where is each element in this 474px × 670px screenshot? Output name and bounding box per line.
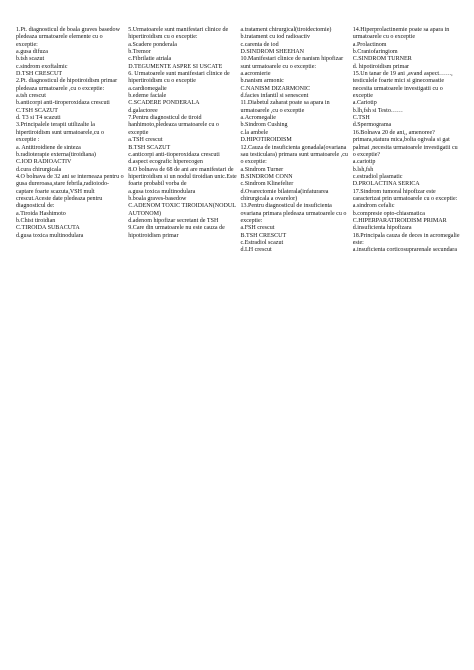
text-line: 18.Principala cauza de deces in acromegalie este: — [352, 232, 460, 246]
text-line: a.TSH crescut — [128, 137, 163, 144]
text-line: a.insuficienta corticosuprarenale secundara — [352, 247, 458, 254]
text-line: b.nanism armonic — [240, 78, 284, 85]
text-line: C.TSH — [352, 115, 370, 122]
text-line: d.galactoree — [128, 107, 158, 114]
text-line: C.SCADERE PONDERALA — [128, 100, 200, 107]
text-line: a.cariotip — [352, 159, 376, 166]
text-line: d.insuficienta hipofizara — [352, 225, 412, 232]
text-line: C.SINDROM TURNER — [352, 56, 412, 63]
text-line: D.PROLACTINA SERICA — [352, 181, 420, 188]
text-line: c.sindrom exoftalmic — [16, 63, 68, 70]
text-line: C.NANISM DIZARMONIC — [240, 85, 311, 92]
text-line: B.TSH SCAZUT — [128, 144, 171, 151]
text-line: 3.Principalele terapii utilizalte la hipertiroidism sunt urmatoarele,cu o exceptie : — [16, 122, 104, 144]
text-line: D.TEGUMENTE ASPRE SI USCATE — [128, 63, 223, 70]
text-line: a.tsh crescut — [16, 93, 46, 100]
column-3 — [241, 27, 350, 255]
text-line: b.radioterapie externa(tiroidiana) — [16, 151, 96, 158]
text-line: b.tratament cu iod radioactiv — [240, 34, 311, 41]
text-line: b.Sindrom Cushing — [240, 122, 288, 129]
text-line: B.TSH CRESCUT — [240, 232, 287, 239]
text-line: a.Tiroida Hashimoto — [16, 210, 66, 217]
text-line: a.Acromegalie — [240, 115, 276, 122]
text-line: 7.Pentru diagnosticul de tiroid hanhimoto,pledeaza urmatoarele cu o exceptie — [128, 115, 219, 136]
column-4 — [353, 27, 462, 255]
text-line: c.anticorpi anti-tioperoxidaza crescuti — [128, 151, 220, 158]
text-line: d.adenom hipofizar secretant de TSH — [128, 217, 219, 224]
text-line: a. Antitiroidiene de sinteza — [16, 144, 81, 151]
text-line: D.TSH CRESCUT — [16, 71, 63, 78]
text-line: a.cardiomegalie — [128, 85, 167, 92]
text-line: B.SINDROM CONN — [240, 173, 293, 180]
text-line: b.boala graves-basedow — [128, 195, 187, 202]
text-line: 13.Pentru diagnosticul de insuficienta ovariana primara pledeaza urmatoarele cu o exceptie: — [240, 203, 347, 224]
text-line: C.ADENOM TOXIC TIROIDIAN(NODUL AUTONOM) — [128, 203, 236, 217]
text-line: b.compresie opto-chiasmatica — [352, 210, 425, 217]
text-line: d. T3 si T4 scazuti — [16, 115, 61, 122]
text-line: c.estradiol plasmatic — [352, 173, 403, 180]
text-line: a.gusa toxica multinodulara — [128, 188, 196, 195]
text-line: c.Fibrilatie atriala — [128, 56, 172, 63]
text-line: c.la ambele — [240, 129, 269, 136]
text-line: 15.Un tanar de 19 ani ,avand aspect……, testiculele foarte mici si ginecomastie necesita urmatoarele investigatii cu o exceptie — [352, 71, 453, 100]
text-line: a.Sindrom Turner — [240, 166, 284, 173]
text-line: d.cura chirurgicala — [16, 166, 62, 173]
text-line: d.aspect ecografic hiperecogen — [128, 159, 203, 166]
text-line: d.LH crescut — [240, 247, 272, 254]
text-line: d. hipotiroidism primar — [352, 63, 410, 70]
text-line: 8.O bolnava de 68 de ani are manifestari de hipertiroidism si un nodul tiroidian unic.Este foarte probabil vorba de — [128, 166, 237, 188]
text-line: b.edeme faciale — [128, 93, 167, 100]
text-line: 2.Pt. diagnosticul de hipotiroidism primar pledeaza urmatoarele ,cu o exceptie: — [16, 78, 118, 92]
column-2 — [128, 27, 237, 255]
text-line: 6. Urmatoarele sunt manifestari clinice de hipertiroidism cu o exceptie — [128, 71, 230, 85]
column-1 — [16, 27, 125, 255]
text-line: 12.Cauza de insuficienta gonadala(ovariana sau testiculara) primara sunt urmatoarele ,cu o exceptie: — [240, 144, 348, 166]
text-line: b.lsh,fsh — [352, 166, 374, 173]
text-line: b.Chist tiroidian — [16, 217, 56, 224]
text-line: b.Craniofaringiom — [352, 49, 398, 56]
text-line: d.facies infantil si senescent — [240, 93, 309, 100]
text-line: b.lh,fsh si Testo…… — [352, 107, 403, 114]
text-line: c.Estradiol scazut — [240, 239, 284, 246]
text-line: 16.Bolnava 20 de ani,, amenoree? primara,statura mica,bolta ogivala si gat palmat ,necesita urmatoarele investigatii cu o exceptie? — [352, 129, 458, 158]
text-line: 9.Care din urmatoarele nu este cauza de hipotiroidism primar — [128, 225, 225, 239]
text-line: a.sindrom cefalic — [352, 203, 395, 210]
text-line: a.acromierie — [240, 71, 271, 78]
text-columns — [16, 27, 462, 255]
text-line: a.Scadere ponderala — [128, 41, 177, 48]
text-line: 10.Manifestari clinice de nanism hipofizar sunt urmatoarele cu o exceptie: — [240, 56, 344, 70]
text-line: a.gusa difuza — [16, 49, 48, 56]
text-line: c.carenta de iod — [240, 41, 279, 48]
text-line: 5.Urmatoarele sunt manifestari clinice de hipertiroidism cu o exceptie: — [128, 27, 229, 41]
text-line: 1.Pt. diagnosticul de boala graves basedow pledeaza urmatoarele elemente cu o exceptie: — [16, 27, 120, 48]
text-line: a.Prolactinom — [352, 41, 387, 48]
text-line: a.FSH crescut — [240, 225, 275, 232]
text-line: C.TSH SCAZUT — [16, 107, 58, 114]
text-line: C.TIROIDA SUBACUTA — [16, 225, 80, 232]
text-line: b.tsh scazut — [16, 56, 45, 63]
text-line: 17.Sindrom tumoral hipofizar este caracterizat prin urmatoarele cu o exceptie: — [352, 188, 458, 202]
text-line: b.anticorpi anti-tiroperoxidaza crescuti — [16, 100, 110, 107]
text-line: D.HIPOTIROIDISM — [240, 137, 292, 144]
text-line: 4.O bolnava de 32 ani se interneaza pentru o gusa dureroasa,stare febrila,radioiodo-captare foarte scazuta,VSH mult crescut.Aceste date pledeaza pentru diagnosticul de: — [16, 173, 124, 210]
text-line: C.HIPERPARATIROIDISM PRIMAR — [352, 217, 447, 224]
text-line: d.Ovarectomie bilaterala(infaturarea chirurgicala a ovarelor) — [240, 188, 329, 202]
text-line: 11.Diabetul zaharat poate sa apara in urmatoarele ,cu o exceptie — [240, 100, 330, 114]
text-line: b.Tremor — [128, 49, 151, 56]
text-line: c.Sindrom Klinefelter — [240, 181, 294, 188]
text-line: D.SINDROM SHEEHAN — [240, 49, 304, 56]
text-line: C.IOD RADIOACTIV — [16, 159, 72, 166]
text-line: d.Spermograma — [352, 122, 392, 129]
text-line: d.gusa toxica multinodulara — [16, 232, 84, 239]
text-line: a.Cariotip — [352, 100, 377, 107]
text-line: a.tratament chirurgical(tiroidectomie) — [240, 27, 332, 33]
text-line: 14.Hiperprolactinemie poate sa apara in urmatoarele cu o exceptie — [352, 27, 450, 41]
